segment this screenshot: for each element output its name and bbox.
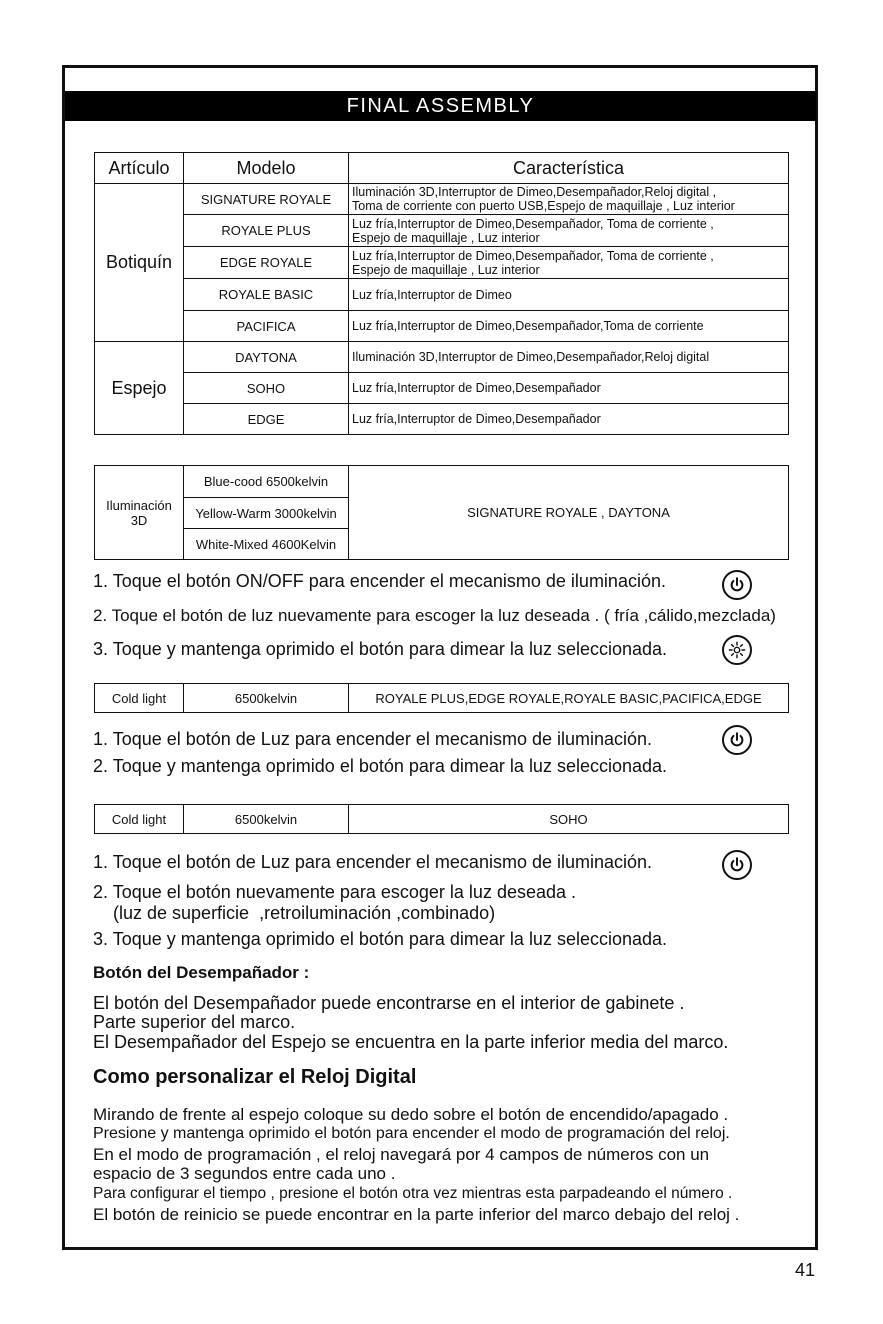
header-caracteristica: Característica [349,153,789,184]
feature-line: Toma de corriente con puerto USB,Espejo de maquillaje , Luz interior [352,199,735,213]
model-cell: ROYALE BASIC [184,279,349,311]
model-cell: EDGE ROYALE [184,247,349,279]
light-cell: Cold light [95,805,184,834]
defogger-title: Botón del Desempañador : [93,963,310,982]
dimmer-icon [722,635,752,665]
power-icon [722,570,752,600]
temp-cell: Yellow-Warm 3000kelvin [184,498,349,529]
feature-cell [349,184,789,215]
power-icon [722,725,752,755]
feature-cell: Iluminación 3D,Interruptor de Dimeo,Desempañador,Reloj digital [349,342,789,373]
defogger-line: El botón del Desempañador puede encontrarse en el interior de gabinete . [93,993,685,1013]
product-features-table [94,152,789,435]
feature-cell: Luz fría,Interruptor de Dimeo,Desempañador [349,373,789,404]
defogger-line: El Desempañador del Espejo se encuentra en la parte inferior media del marco. [93,1032,729,1052]
model-cell: ROYALE PLUS [184,215,349,247]
item-espejo: Espejo [95,342,184,435]
page-number: 41 [795,1260,816,1280]
table-row [95,404,789,435]
power-icon [722,850,752,880]
feature-cell: Luz fría,Interruptor de Dimeo,Desempañador,Toma de corriente [349,311,789,342]
temp-cell: Blue-cood 6500kelvin [184,466,349,498]
table-row [95,373,789,404]
models-cell: SOHO [349,805,789,834]
kelvin-cell: 6500kelvin [184,684,349,713]
feature-cell [349,247,789,279]
feature-line: Espejo de maquillaje , Luz interior [352,262,540,277]
instruction-line: 1. Toque el botón de Luz para encender el mecanismo de iluminación. [93,852,653,872]
instruction-line: 1. Toque el botón de Luz para encender el mecanismo de iluminación. [93,729,653,749]
defogger-line: Parte superior del marco. [93,1012,296,1032]
table-row [95,215,789,247]
feature-cell [349,215,789,247]
feature-line: Luz fría,Interruptor de Dimeo,Desempañador, Toma de corriente , [352,216,714,231]
instruction-line: 2. Toque el botón de luz nuevamente para escoger la luz deseada . ( fría ,cálido,mezclada) [93,606,776,625]
table-row [95,279,789,311]
clock-line: Mirando de frente al espejo coloque su dedo sobre el botón de encendido/apagado . [93,1105,729,1124]
model-cell: SOHO [184,373,349,404]
model-cell: DAYTONA [184,342,349,373]
label-line: Iluminación [106,497,172,513]
cold-light-table-1 [94,683,789,713]
table-row [95,247,789,279]
clock-line: El botón de reinicio se puede encontrar en la parte inferior del marco debajo del reloj . [93,1205,740,1224]
section-banner: FINAL ASSEMBLY [65,91,816,121]
instruction-line: 3. Toque y mantenga oprimido el botón para dimear la luz seleccionada. [93,639,668,659]
header-articulo: Artículo [95,153,184,184]
feature-line: Iluminación 3D,Interruptor de Dimeo,Desempañador,Reloj digital , [352,185,717,199]
clock-line: En el modo de programación , el reloj navegará por 4 campos de números con un [93,1145,710,1164]
feature-line: Luz fría,Interruptor de Dimeo,Desempañador, Toma de corriente , [352,248,714,263]
instruction-line: (luz de superficie ,retroiluminación ,combinado) [93,903,496,923]
label-line: 3D [130,512,148,528]
clock-line: Presione y mantenga oprimido el botón para encender el modo de programación del reloj. [93,1125,730,1142]
cold-light-table-2 [94,804,789,834]
instruction-line: 1. Toque el botón ON/OFF para encender el mecanismo de iluminación. [93,571,666,591]
model-cell: EDGE [184,404,349,435]
temp-cell: White-Mixed 4600Kelvin [184,529,349,560]
instruction-line: 2. Toque y mantenga oprimido el botón para dimear la luz seleccionada. [93,756,668,776]
clock-line: Para configurar el tiempo , presione el botón otra vez mientras esta parpadeando el número . [93,1185,733,1202]
kelvin-cell: 6500kelvin [184,805,349,834]
header-modelo: Modelo [184,153,349,184]
instruction-line: 3. Toque y mantenga oprimido el botón para dimear la luz seleccionada. [93,929,668,949]
table-row [95,342,789,373]
models-cell: ROYALE PLUS,EDGE ROYALE,ROYALE BASIC,PACIFICA,EDGE [349,684,789,713]
table-row [95,805,789,834]
table-row [95,311,789,342]
models-cell: SIGNATURE ROYALE , DAYTONA [349,466,789,560]
model-cell: PACIFICA [184,311,349,342]
feature-cell: Luz fría,Interruptor de Dimeo,Desempañador [349,404,789,435]
table-row [95,466,789,498]
instruction-line: 2. Toque el botón nuevamente para escoger la luz deseada . [93,882,577,902]
item-botiquin: Botiquín [95,184,184,342]
label-iluminacion-3d [95,466,184,560]
clock-line: espacio de 3 segundos entre cada uno . [93,1164,396,1183]
table-row [95,184,789,215]
table-row [95,684,789,713]
light-cell: Cold light [95,684,184,713]
clock-title: Como personalizar el Reloj Digital [93,1066,417,1088]
feature-line: Espejo de maquillaje , Luz interior [352,230,540,245]
model-cell: SIGNATURE ROYALE [184,184,349,215]
table-header-row [95,153,789,184]
lighting-3d-table [94,465,789,560]
feature-cell: Luz fría,Interruptor de Dimeo [349,279,789,311]
